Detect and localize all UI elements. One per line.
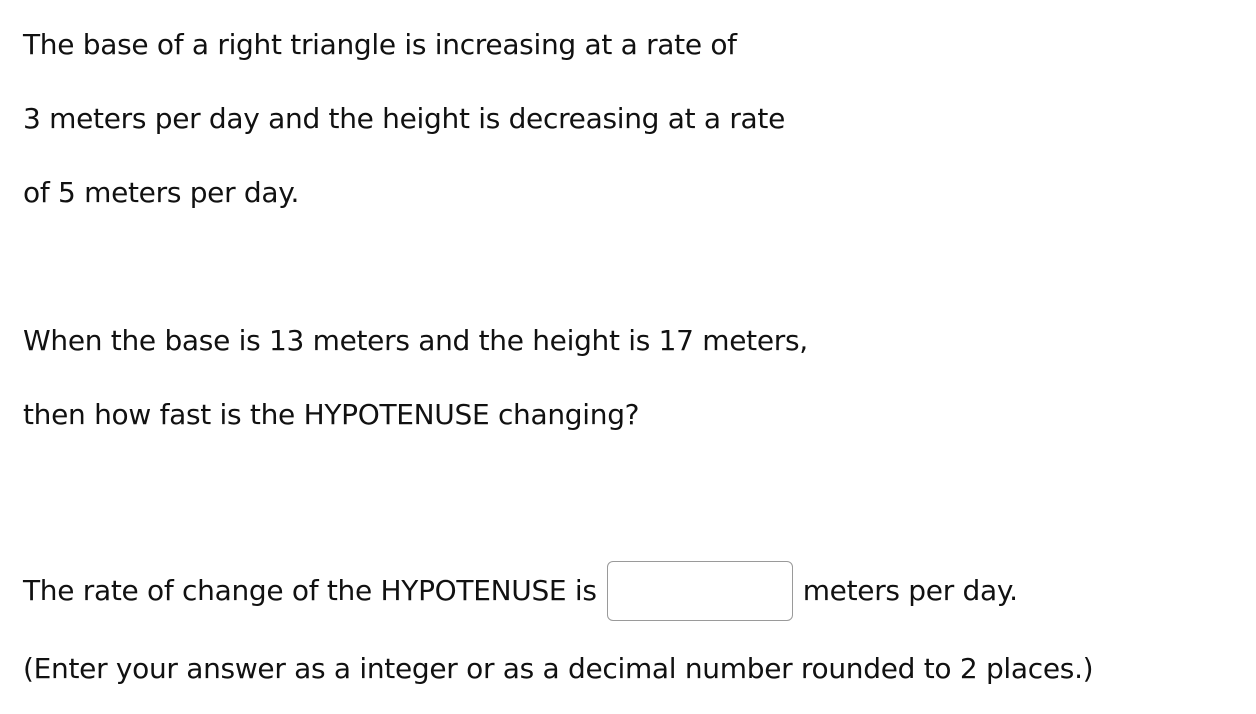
answer-input[interactable] bbox=[607, 561, 793, 621]
question-line-4: When the base is 13 meters and the height is 17 meters, bbox=[23, 324, 808, 357]
question-line-3: of 5 meters per day. bbox=[23, 176, 300, 209]
answer-prefix: The rate of change of the HYPOTENUSE is bbox=[23, 574, 597, 607]
question-line-1: The base of a right triangle is increasing at a rate of bbox=[23, 28, 737, 61]
answer-row bbox=[23, 561, 1018, 621]
question-line-5: then how fast is the HYPOTENUSE changing? bbox=[23, 398, 640, 431]
answer-suffix: meters per day. bbox=[802, 574, 1018, 607]
question-line-2: 3 meters per day and the height is decreasing at a rate bbox=[23, 102, 786, 135]
answer-instructions: (Enter your answer as a integer or as a decimal number rounded to 2 places.) bbox=[23, 652, 1094, 685]
